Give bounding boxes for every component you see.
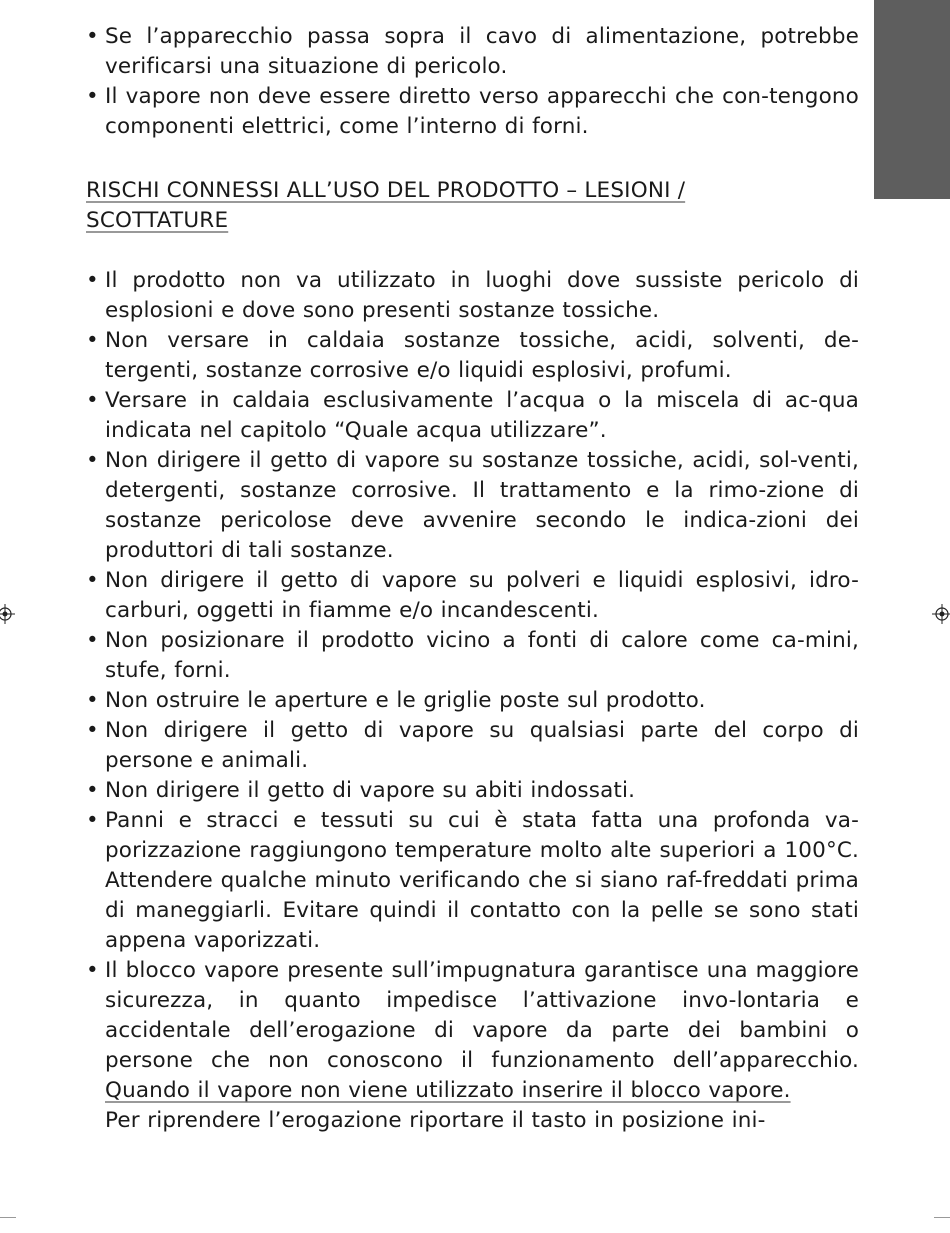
list-item [86,956,859,1106]
list-item: • Non versare in caldaia sostanze tossiche, acidi, solventi, de-tergenti, sostanze corrosive e/o liquidi esplosivi, profumi. [86,326,859,386]
top-bullet-list [86,22,859,142]
side-tab [874,0,950,199]
list-item: • Se l’apparecchio passa sopra il cavo di alimentazione, potrebbe verificarsi una situazione di pericolo. [86,22,859,82]
steam-lock-text: Il blocco vapore presente sull’impugnatura garantisce una maggiore sicurezza, in quanto impedisce l’attivazione invo-lontaria e accidentale dell’erogazione di vapore da parte dei bambini o persone che non conoscono il funzionamento dell’apparecchio. [105,958,859,1073]
list-item: • Il prodotto non va utilizzato in luoghi dove sussiste pericolo di esplosioni e dove sono presenti sostanze tossiche. [86,266,859,326]
list-item: • Il vapore non deve essere diretto verso apparecchi che con-tengono componenti elettrici, come l’interno di forni. [86,82,859,142]
steam-lock-warning: Quando il vapore non viene utilizzato inserire il blocco vapore. [105,1078,791,1103]
document-body [86,22,859,1136]
continuation-text: Per riprendere l’erogazione riportare il tasto in posizione ini- [105,1108,766,1133]
crop-mark [0,1217,16,1218]
list-item: • Non posizionare il prodotto vicino a fonti di calore come ca-mini, stufe, forni. [86,626,859,686]
list-item: • Non dirigere il getto di vapore su sostanze tossiche, acidi, sol-venti, detergenti, sostanze corrosive. Il trattamento e la rimo-zione di sostanze pericolose deve avvenire secondo le indica-zioni dei produttori di tali sostanze. [86,446,859,566]
section-heading-text: RISCHI CONNESSI ALL’USO DEL PRODOTTO – LESIONI / SCOTTATURE [86,178,686,233]
risk-bullet-list [86,266,859,1106]
list-item: • Non dirigere il getto di vapore su abiti indossati. [86,776,859,806]
crop-mark [934,1217,950,1218]
section-heading [86,176,801,236]
list-item: • Non dirigere il getto di vapore su polveri e liquidi esplosivi, idro-carburi, oggetti in fiamme e/o incandescenti. [86,566,859,626]
list-item: • Non ostruire le aperture e le griglie poste sul prodotto. [86,686,859,716]
list-item: • Non dirigere il getto di vapore su qualsiasi parte del corpo di persone e animali. [86,716,859,776]
registration-mark-icon [0,604,15,624]
list-item: • Panni e stracci e tessuti su cui è stata fatta una profonda va-porizzazione raggiungono temperature molto alte superiori a 100°C. Attendere qualche minuto verificando che si siano raf-freddati prima di maneggiarli. Evitare quindi il contatto con la pelle se sono stati appena vaporizzati. [86,806,859,956]
registration-mark-icon [932,604,950,624]
list-item: • Versare in caldaia esclusivamente l’acqua o la miscela di ac-qua indicata nel capitolo “Quale acqua utilizzare”. [86,386,859,446]
